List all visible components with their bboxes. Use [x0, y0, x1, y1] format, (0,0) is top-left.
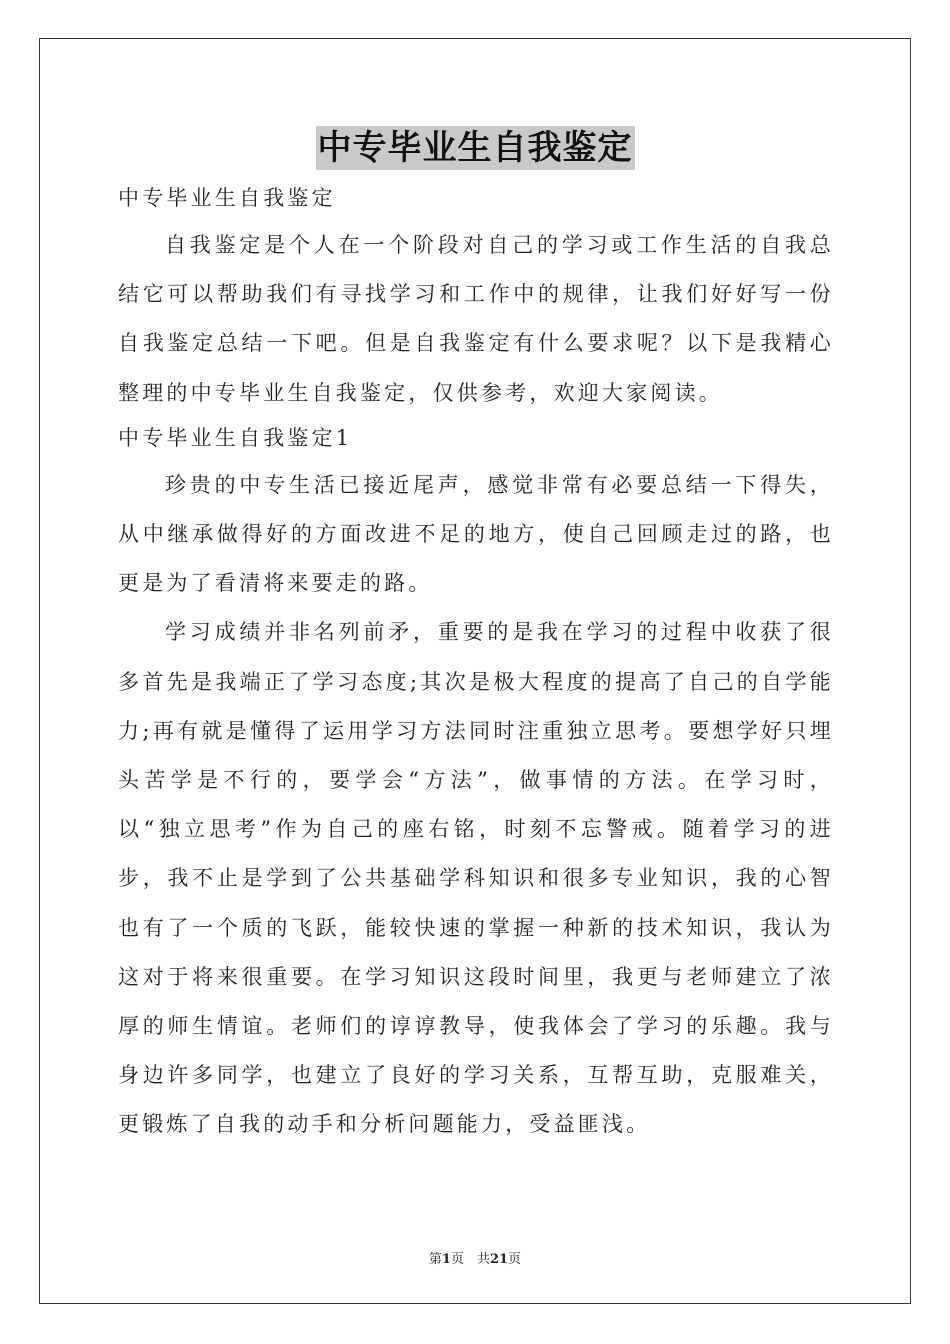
footer-total-pages: 21: [489, 1252, 509, 1267]
page-footer: [0, 1248, 950, 1267]
document-subtitle: 中专毕业生自我鉴定: [118, 186, 336, 210]
footer-page-number: 1: [441, 1252, 451, 1267]
section-paragraph: 学习成绩并非名列前矛，重要的是我在学习的过程中收获了很多首先是我端正了学习态度;其次是极大程度的提高了自己的自学能力;再有就是懂得了运用学习方法同时注重独立思考。要想学好只埋头苦学是不行的，要学会“方法”，做事情的方法。在学习时，以“独立思考”作为自己的座右铭，时刻不忘警戒。随着学习的进步，我不止是学到了公共基础学科知识和很多专业知识，我的心智也有了一个质的飞跃，能较快速的掌握一种新的技术知识，我认为这对于将来很重要。在学习知识这段时间里，我更与老师建立了浓厚的师生情谊。老师们的谆谆教导，使我体会了学习的乐趣。我与身边许多同学，也建立了良好的学习关系，互帮互助，克服难关，更锻炼了自我的动手和分析问题能力，受益匪浅。: [118, 620, 834, 1137]
footer-suffix: 页: [508, 1252, 522, 1267]
section-heading: 中专毕业生自我鉴定1: [118, 425, 353, 450]
document-body: [118, 180, 834, 1150]
intro-paragraph: 自我鉴定是个人在一个阶段对自己的学习或工作生活的自我总结它可以帮助我们有寻找学习和工作中的规律，让我们好好写一份自我鉴定总结一下吧。但是自我鉴定有什么要求呢？以下是我精心整理的中专毕业生自我鉴定，仅供参考，欢迎大家阅读。: [118, 233, 834, 405]
document-title: 中专毕业生自我鉴定: [317, 128, 633, 168]
footer-prefix: 第: [428, 1252, 442, 1267]
footer-middle: 页 共: [450, 1252, 490, 1267]
title-container: [0, 126, 950, 170]
section-paragraph: 珍贵的中专生活已接近尾声，感觉非常有必要总结一下得失，从中继承做得好的方面改进不足的地方，使自己回顾走过的路，也更是为了看清将来要走的路。: [118, 472, 834, 596]
